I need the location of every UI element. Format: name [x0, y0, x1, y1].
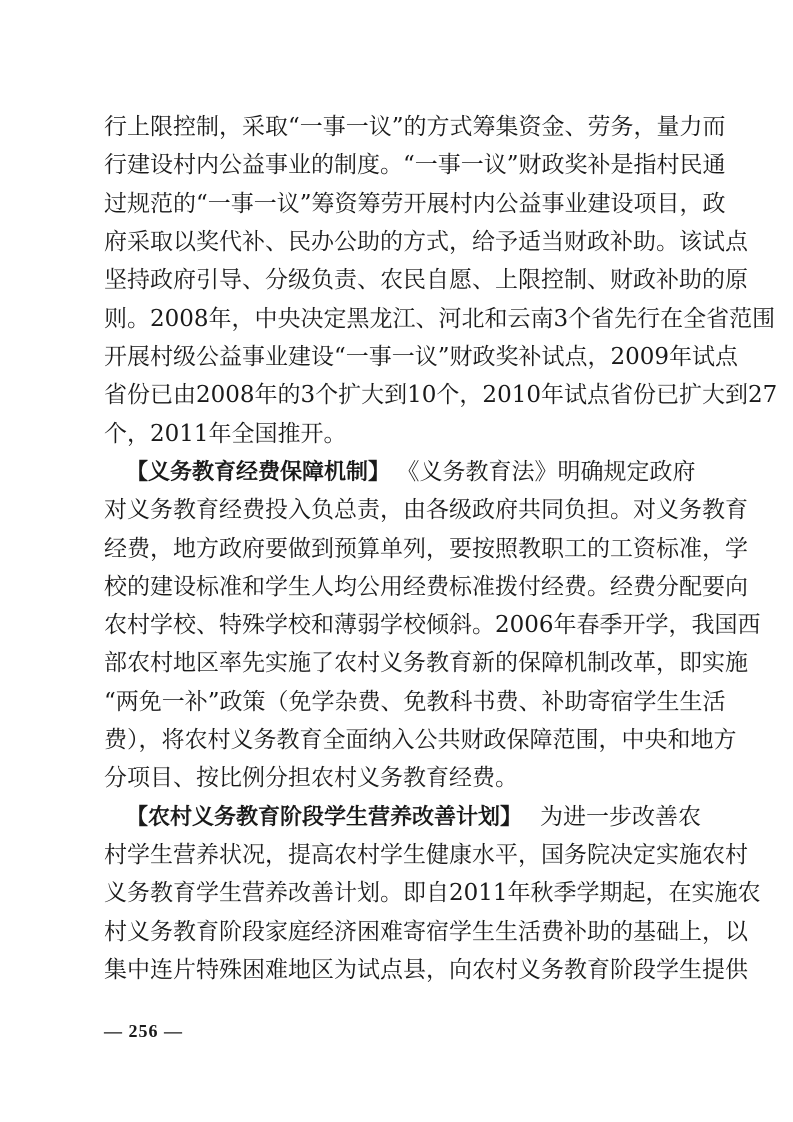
paragraph-line: 义务教育学生营养改善计划。即自2011年秋季学期起，在实施农: [104, 880, 761, 906]
paragraph-line: 校的建设标准和学生人均公用经费标准拨付经费。经费分配要向: [104, 574, 748, 600]
paragraph-line: 坚持政府引导、分级负责、农民自愿、上限控制、财政补助的原: [104, 267, 748, 293]
section-term: 【农村义务教育阶段学生营养改善计划】: [126, 805, 523, 830]
paragraph-line: 行上限控制，采取“一事一议”的方式筹集资金、劳务，量力而: [104, 114, 726, 140]
paragraph-line: “两免一补”政策（免学杂费、免教科书费、补助寄宿学生生活: [104, 689, 726, 715]
paragraph-line: 经费，地方政府要做到预算单列，要按照教职工的工资标准，学: [104, 536, 748, 562]
paragraph-line: 开展村级公益事业建设“一事一议”财政奖补试点，2009年试点: [104, 344, 739, 370]
paragraph-line: 则。2008年，中央决定黑龙江、河北和云南3个省先行在全省范围: [104, 306, 776, 332]
section-term: 【义务教育经费保障机制】: [126, 460, 391, 485]
paragraph-line: 个，2011年全国推开。: [104, 421, 347, 447]
section-first-line-text: 《义务教育法》明确规定政府: [408, 459, 696, 485]
section-first-line-text: 为进一步改善农: [540, 804, 702, 830]
paragraph-line: 集中连片特殊困难地区为试点县，向农村义务教育阶段学生提供: [104, 957, 748, 983]
paragraph-line: 过规范的“一事一议”筹资筹劳开展村内公益事业建设项目，政: [104, 191, 726, 217]
paragraph-line: 行建设村内公益事业的制度。“一事一议”财政奖补是指村民通: [104, 152, 726, 178]
paragraph-line: 省份已由2008年的3个扩大到10个，2010年试点省份已扩大到27: [104, 382, 778, 408]
page-number: — 256 —: [104, 1021, 183, 1041]
paragraph-line: 农村学校、特殊学校和薄弱学校倾斜。2006年春季开学，我国西: [104, 612, 761, 638]
paragraph-line: 费），将农村义务教育全面纳入公共财政保障范围，中央和地方: [104, 727, 737, 753]
section-first-line: [126, 802, 702, 832]
paragraph-line: 村学生营养状况，提高农村学生健康水平，国务院决定实施农村: [104, 842, 748, 868]
paragraph-line: 府采取以奖代补、民办公助的方式，给予适当财政补助。该试点: [104, 229, 748, 255]
paragraph-line: 村义务教育阶段家庭经济困难寄宿学生生活费补助的基础上，以: [104, 919, 748, 945]
paragraph-line: 对义务教育经费投入负总责，由各级政府共同负担。对义务教育: [104, 497, 748, 523]
paragraph-line: 分项目、按比例分担农村义务教育经费。: [104, 765, 518, 791]
section-first-line: [126, 457, 696, 487]
paragraph-line: 部农村地区率先实施了农村义务教育新的保障机制改革，即实施: [104, 650, 748, 676]
